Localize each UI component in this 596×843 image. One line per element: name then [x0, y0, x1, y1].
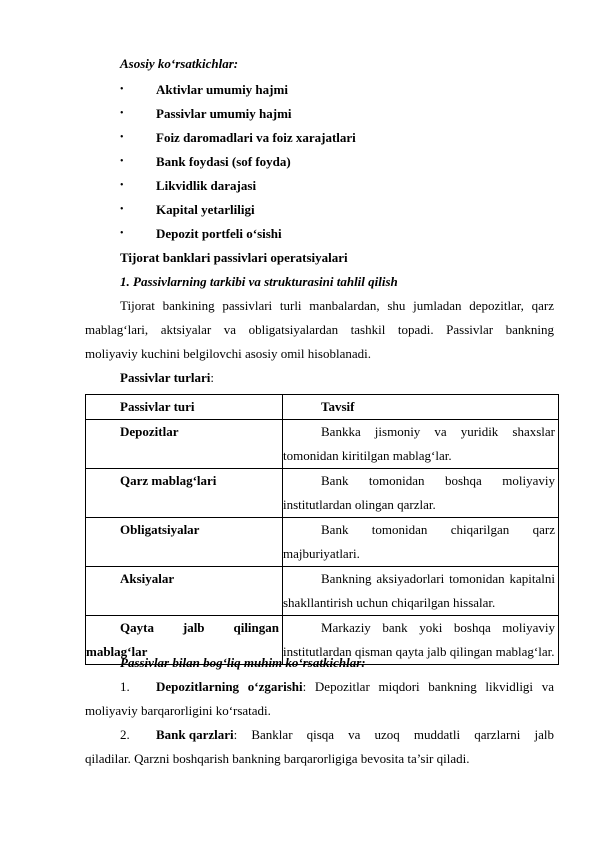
list-item: Passivlar umumiy hajmi [156, 106, 292, 121]
bullet-icon: • [120, 156, 124, 167]
list-item: Aktivlar umumiy hajmi [156, 82, 288, 97]
bullet-icon: • [120, 84, 124, 95]
table-row [86, 518, 559, 567]
paragraph-line: mablag‘lari, aktsiyalar va obligatsiyalardan tashkil topadi. Passivlar bankning [85, 322, 554, 337]
types-label-text: Passivlar turlari [120, 370, 211, 385]
list-item: Foiz daromadlari va foiz xarajatlari [156, 130, 356, 145]
bullet-icon: • [120, 204, 124, 215]
table-row [86, 567, 559, 616]
indicators-title: Passivlar bilan bog‘liq muhim ko‘rsatkichlar: [120, 655, 366, 670]
bullet-icon: • [120, 108, 124, 119]
table-cell-type: Aksiyalar [86, 567, 283, 616]
table-row [86, 469, 559, 518]
indicator-number: 1. [120, 679, 130, 694]
indicator-line: moliyaviy barqarorligini ko‘rsatadi. [85, 703, 271, 718]
section-title: Tijorat banklari passivlari operatsiyalari [120, 250, 348, 265]
bullet-icon: • [120, 228, 124, 239]
types-label-colon: : [210, 370, 215, 385]
table-header-row [86, 395, 559, 420]
table-header-type: Passivlar turi [86, 395, 283, 420]
table-cell-desc: Bank tomonidan boshqa moliyaviy institutlardan olingan qarzlar. [283, 469, 559, 518]
paragraph-line: Tijorat bankining passivlari turli manbalardan, shu jumladan depozitlar, qarz [120, 298, 554, 313]
bullet-icon: • [120, 180, 124, 191]
list-item: Likvidlik darajasi [156, 178, 257, 193]
indicator-number: 2. [120, 727, 130, 742]
passives-table [85, 394, 559, 665]
subsection-title: 1. Passivlarning tarkibi va strukturasini tahlil qilish [120, 274, 398, 289]
indicator-line [156, 727, 554, 743]
table-cell-type: Qarz mablag‘lari [86, 469, 283, 518]
table-row [86, 420, 559, 469]
types-label [120, 370, 214, 386]
table-header-desc: Tavsif [283, 395, 559, 420]
table-cell-type: Depozitlar [86, 420, 283, 469]
table-cell-desc: Markaziy bank yoki boshqa moliyaviy institutlardan qisman qayta jalb qilingan mablag‘lar. [283, 616, 559, 665]
table-cell-desc: Bankning aksiyadorlari tomonidan kapitalni shakllantirish uchun chiqarilgan hissalar. [283, 567, 559, 616]
table-cell-desc: Bankka jismoniy va yuridik shaxslar tomonidan kiritilgan mablag‘lar. [283, 420, 559, 469]
table-cell-type: Obligatsiyalar [86, 518, 283, 567]
list-item: Bank foydasi (sof foyda) [156, 154, 291, 169]
table-cell-type: Qayta jalb qilingan mablag‘lar [86, 616, 283, 665]
indicators-heading: Asosiy ko‘rsatkichlar: [120, 56, 239, 71]
paragraph-line: moliyaviy kuchini belgilovchi asosiy omil hisoblanadi. [85, 346, 371, 361]
indicator-line: Depozitlarning o‘zgarishi: Depozitlar miqdori bankning likvidligi va [156, 679, 554, 694]
list-item: Depozit portfeli o‘sishi [156, 226, 282, 241]
table-cell-desc: Bank tomonidan chiqarilgan qarz majburiyatlari. [283, 518, 559, 567]
indicator-term-block: Bank qarzlari [156, 727, 234, 742]
indicator-rest: : Banklar qisqa va uzoq muddatli qarzlarni jalb [233, 727, 554, 742]
list-item: Kapital yetarliligi [156, 202, 255, 217]
indicator-line: qiladilar. Qarzni boshqarish bankning barqarorligiga bevosita ta’sir qiladi. [85, 751, 470, 766]
bullet-icon: • [120, 132, 124, 143]
